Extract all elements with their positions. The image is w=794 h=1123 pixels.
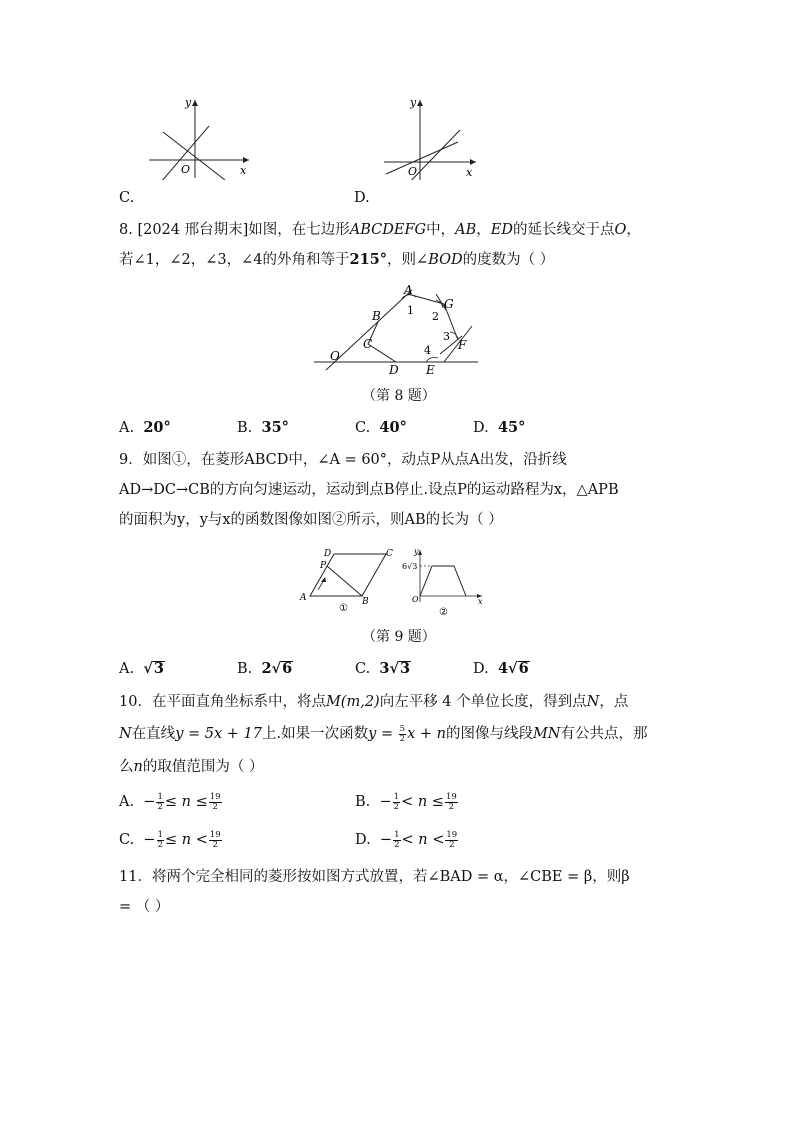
vertex-a-label: A	[300, 593, 307, 603]
x-axis-label: x	[466, 166, 473, 179]
option-op: <	[401, 832, 414, 848]
vertex-g-label: G	[444, 297, 454, 311]
q11-stem-line1: 11．将两个完全相同的菱形按如图方式放置，若∠BAD = α，∠CBE = β，则β	[119, 869, 630, 885]
q8-caption: （第 8 题）	[362, 388, 436, 404]
q10-text: ，点	[599, 694, 629, 710]
q7-option-c[interactable]: C.	[119, 190, 135, 206]
fraction-denominator: 2	[212, 801, 218, 812]
q8-option-a[interactable]	[119, 418, 171, 438]
y-axis-label: y	[185, 96, 192, 109]
q10-segment: MN	[532, 726, 561, 742]
option-op: ≤	[431, 794, 444, 810]
option-op: ≤	[164, 794, 178, 810]
option-op: <	[432, 832, 445, 848]
q8-text: ，则∠	[387, 252, 429, 268]
option-op: <	[401, 794, 414, 810]
fraction-denominator: 2	[394, 839, 400, 850]
option-label: D.	[473, 661, 489, 677]
q8-heptagon-figure	[312, 280, 484, 376]
angle-2-label: 2	[432, 310, 439, 323]
q8-215: 215°	[349, 251, 388, 268]
q10-option-b[interactable]: B. − $\frac{1}{2}$ < n ≤ $\frac{19}{2}$	[355, 791, 457, 812]
angle-1-label: 1	[407, 304, 414, 317]
q9-option-c[interactable]: C. 3√3	[355, 660, 411, 677]
q10-stem-line3	[119, 757, 263, 777]
vertex-f-label: F	[458, 338, 467, 352]
q10-stem-line2	[119, 724, 648, 744]
q10-stem-line1	[119, 692, 628, 712]
option-label: C.	[355, 420, 371, 436]
q9-caption: （第 9 题）	[362, 629, 436, 645]
option-radicand: 3	[400, 660, 411, 677]
vertex-d-label: D	[389, 363, 399, 376]
q8-stem-line1	[119, 220, 641, 240]
fraction-numerator: 1	[157, 829, 163, 840]
vertex-o-label: O	[330, 349, 340, 363]
q7-graph-d	[380, 92, 490, 180]
vertex-c-label: C	[363, 337, 373, 351]
origin-label: O	[408, 165, 418, 178]
option-label: C.	[119, 832, 135, 848]
fraction-denominator: 2	[212, 839, 218, 850]
q8-source: [2024 邢台期末]	[137, 222, 249, 238]
x-axis-label: x	[240, 164, 247, 177]
vertex-e-label: E	[426, 363, 435, 376]
fraction-numerator: 19	[209, 791, 221, 802]
option-op: <	[195, 832, 208, 848]
q8-text: ，	[626, 222, 641, 238]
fraction-numerator: 1	[393, 791, 400, 802]
vertex-b-label: B	[362, 597, 369, 607]
option-op: ≤	[195, 794, 208, 810]
q10-func: x + n	[407, 726, 446, 742]
fraction-denominator: 2	[449, 839, 455, 850]
q8-option-b[interactable]	[237, 418, 289, 438]
q10-n: n	[133, 759, 143, 775]
q8-bod: BOD	[428, 252, 463, 268]
q8-ab: AB	[455, 222, 477, 238]
x-axis-label: x	[478, 597, 483, 606]
q9-option-a[interactable]: A. √3	[119, 660, 164, 677]
fraction-denominator: 2	[448, 801, 455, 812]
y-axis-label: y	[414, 547, 419, 556]
option-value: 40°	[379, 419, 407, 436]
q10-text: 么	[119, 759, 134, 775]
q10-text: 10．在平面直角坐标系中，将点	[119, 694, 326, 710]
option-label: A.	[119, 661, 135, 677]
origin-label: O	[412, 595, 419, 604]
q9-stem-line3: 的面积为y，y与x的函数图像如图②所示，则AB的长为（ ）	[119, 512, 503, 528]
option-radicand: 6	[282, 660, 293, 677]
q10-text: 的图像与线段	[445, 726, 533, 742]
option-label: B.	[237, 420, 253, 436]
q8-number: 8.	[119, 222, 133, 238]
q8-text: 的度数为（ ）	[462, 252, 555, 268]
q10-text: 上.如果一次函数	[261, 726, 369, 742]
fraction-denominator: 2	[157, 801, 163, 812]
y-axis-label: y	[410, 96, 417, 109]
q9-stem-line1: 9．如图①，在菱形ABCD中，∠A = 60°，动点P从点A出发，沿折线	[119, 452, 567, 468]
q8-text: ，	[476, 222, 491, 238]
q10-point-n: N	[119, 726, 132, 742]
q10-text: 在直线	[131, 726, 176, 742]
q8-text: 中，	[426, 222, 456, 238]
point-p-label: P	[320, 561, 327, 571]
q10-text: 有公共点，那	[560, 726, 648, 742]
angle-4-label: 4	[424, 344, 431, 357]
option-label: B.	[237, 661, 253, 677]
q9-function-graph	[402, 544, 486, 618]
q8-option-d[interactable]	[473, 418, 525, 438]
q8-o: O	[614, 222, 627, 238]
q10-point-n: N	[586, 694, 600, 710]
fraction-denominator: 2	[393, 801, 400, 812]
fraction-numerator: 1	[157, 791, 163, 802]
fraction-denominator: 2	[399, 733, 406, 744]
q10-option-a[interactable]: A. − $\frac{1}{2}$ ≤ n ≤ $\frac{19}{2}$	[119, 791, 221, 812]
option-value: 45°	[497, 419, 526, 436]
option-coef: 3	[379, 660, 390, 677]
vertex-b-label: B	[372, 309, 381, 323]
q8-option-c[interactable]	[355, 418, 407, 438]
q7-graph-c	[145, 96, 255, 180]
q8-ed: ED	[490, 222, 513, 238]
q10-point-m: M(m,2)	[325, 694, 380, 710]
q8-text: 如图，在七边形	[248, 222, 350, 238]
q10-text: 的取值范围为（ ）	[142, 759, 264, 775]
q8-stem-line2	[119, 250, 554, 270]
q10-option-d[interactable]: D. − $\frac{1}{2}$ < n < $\frac{19}{2}$	[355, 829, 458, 850]
q10-fraction	[399, 725, 406, 744]
q10-option-c[interactable]: C. − $\frac{1}{2}$ ≤ n < $\frac{19}{2}$	[119, 829, 221, 850]
q8-text: 若∠1，∠2，∠3，∠4的外角和等于	[119, 252, 350, 268]
q9-rhombus-figure	[298, 544, 402, 614]
q10-func: y =	[368, 726, 398, 742]
option-value: 20°	[143, 419, 171, 436]
option-label: D.	[355, 832, 371, 848]
vertex-d-label: D	[324, 549, 332, 559]
q9-stem-line2: AD→DC→CB的方向匀速运动，运动到点B停止.设点P的运动路程为x，△APB	[119, 482, 619, 498]
q9-option-d[interactable]: D. 4√6	[473, 660, 529, 677]
option-label: A.	[119, 420, 135, 436]
fraction-numerator: 19	[446, 829, 458, 840]
option-label: D.	[473, 420, 489, 436]
fraction-numerator: 1	[394, 829, 400, 840]
y-value-label: 6√3	[402, 562, 418, 571]
option-coef: 2	[261, 660, 272, 677]
figure-1-label: ①	[339, 603, 348, 614]
option-op: ≤	[164, 832, 178, 848]
q8-polygon-name: ABCDEFG	[349, 222, 427, 238]
q10-text: 向左平移 4 个单位长度，得到点	[379, 694, 587, 710]
q10-line-eq: y = 5x + 17	[175, 726, 262, 742]
option-label: C.	[355, 661, 371, 677]
angle-3-label: 3	[443, 330, 450, 343]
q7-option-d[interactable]: D.	[354, 190, 370, 206]
q8-text: 的延长线交于点	[513, 222, 615, 238]
vertex-a-label: A	[404, 283, 413, 297]
q9-option-b[interactable]: B. 2√6	[237, 660, 293, 677]
fraction-denominator: 2	[157, 839, 163, 850]
fraction-numerator: 5	[399, 723, 406, 734]
figure-2-label: ②	[439, 607, 448, 618]
q11-stem-line2: = （ ）	[119, 899, 170, 915]
option-coef: 4	[497, 660, 509, 677]
option-label: B.	[355, 794, 371, 810]
option-label: A.	[119, 794, 135, 810]
option-value: 35°	[261, 419, 289, 436]
option-radicand: 3	[153, 660, 164, 677]
vertex-c-label: C	[386, 549, 393, 559]
option-radicand: 6	[518, 660, 529, 677]
fraction-numerator: 19	[445, 791, 457, 802]
fraction-numerator: 19	[209, 829, 221, 840]
origin-label: O	[181, 163, 191, 176]
